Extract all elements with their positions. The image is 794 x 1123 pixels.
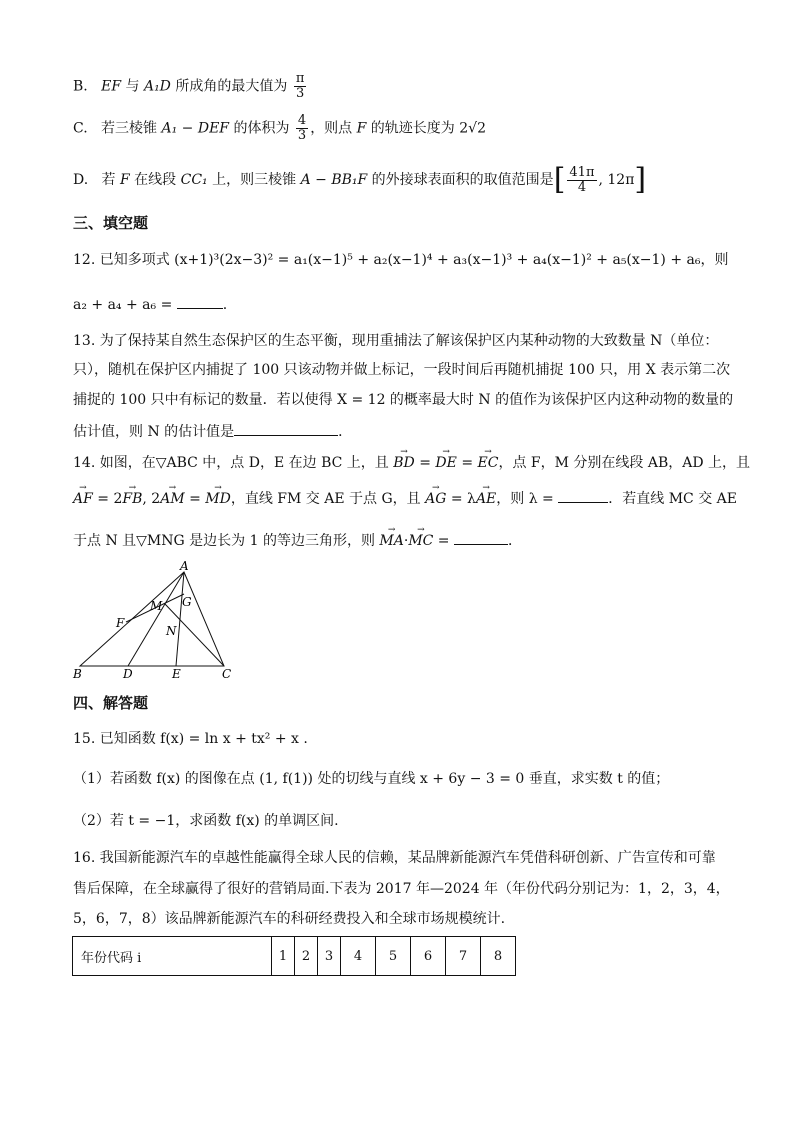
table-cell: 3: [318, 937, 341, 976]
table-cell: 7: [446, 937, 481, 976]
question-14-line2: → AF = 2→ FB, 2→ AM = → MD，直线 FM 交 AE 于点 G，且 → AG = λ→ AE，则 λ = ．若直线 MC 交 AE: [73, 488, 737, 509]
question-15-part2: （2）若 t = −1，求函数 f(x) 的单调区间.: [73, 813, 339, 829]
triangle-figure: [70, 560, 250, 685]
question-14-line3: 于点 N 且▽MNG 是边长为 1 的等边三角形，则 → MA·→ MC = ．: [73, 530, 522, 551]
option-d: D. 若 F 在线段 CC₁ 上，则三棱锥 A − BB₁F 的外接球表面积的取值范围是[ $\frac{41\pi}{4}$ , 12π]: [73, 162, 647, 197]
table-header-cell: 年份代码 i: [73, 937, 272, 976]
section-heading-solutions: 四、解答题: [73, 694, 149, 712]
question-14-line1: 14. 如图，在▽ABC 中，点 D，E 在边 BC 上，且 → BD = → DE = → EC，点 F，M 分别在线段 AB，AD 上，且: [73, 453, 750, 473]
fraction: $\frac{4}{3}$: [297, 113, 307, 143]
label-a: A: [180, 560, 189, 573]
question-13-line4: 估计值，则 N 的估计值是 ．: [73, 421, 352, 442]
table-cell: 6: [411, 937, 446, 976]
table-cell: 4: [341, 937, 376, 976]
question-13-line2: 只），随机在保护区内捕捉了 100 只该动物并做上标记，一段时间后再随机捕捉 100 只，用 X 表示第二次: [73, 362, 731, 378]
table-cell: 2: [295, 937, 318, 976]
table-cell: 5: [376, 937, 411, 976]
question-16-line1: 16. 我国新能源汽车的卓越性能赢得全球人民的信赖，某品牌新能源汽车凭借科研创新、广告宣传和可靠: [73, 850, 716, 866]
answer-blank: [177, 294, 223, 309]
fraction: $\frac{41\pi}{4}$: [569, 164, 595, 195]
label-e: E: [172, 667, 181, 681]
answer-blank: [234, 421, 338, 436]
table-cell: 1: [272, 937, 295, 976]
year-code-table: [72, 936, 516, 976]
label-g: G: [182, 595, 192, 609]
fraction: $\frac{\pi}{3}$: [295, 71, 305, 101]
segment-ae: [176, 572, 184, 666]
question-12-line2: a₂ + a₄ + a₆ = .: [73, 294, 227, 315]
question-12-line1: 12. 已知多项式 (x+1)³(2x−3)² = a₁(x−1)⁵ + a₂(x−1)⁴ + a₃(x−1)³ + a₄(x−1)² + a₅(x−1) + a₆，则: [73, 252, 729, 268]
triangle-abc: [80, 572, 224, 666]
label-f: F: [116, 616, 125, 630]
table-cell: 8: [481, 937, 516, 976]
question-13-line3: 捕捉的 100 只中有标记的数量．若以使得 X = 12 的概率最大时 N 的值作为该保护区内这种动物的数量的: [73, 392, 734, 408]
option-b: B. EF 与 A₁D 所成角的最大值为 $\frac{\pi}{3}$: [73, 71, 305, 101]
question-16-line2: 售后保障，在全球赢得了很好的营销局面.下表为 2017 年—2024 年（年份代码分别记为：1，2，3，4，: [73, 881, 730, 897]
question-15-line1: 15. 已知函数 f(x) = ln x + tx² + x .: [73, 731, 308, 747]
answer-blank: [558, 488, 608, 503]
option-c: C. 若三棱锥 A₁ − DEF 的体积为 $\frac{4}{3}$ ，则点 F 的轨迹长度为 2√2: [73, 113, 486, 143]
table-row: [73, 937, 516, 976]
label-b: B: [73, 667, 82, 681]
section-heading-fill-blank: 三、填空题: [73, 214, 149, 232]
question-15-part1: （1）若函数 f(x) 的图像在点 (1, f(1)) 处的切线与直线 x + 6y − 3 = 0 垂直，求实数 t 的值；: [73, 771, 670, 787]
question-13-line1: 13. 为了保持某自然生态保护区的生态平衡，现用重捕法了解该保护区内某种动物的大致数量 N（单位：: [73, 333, 719, 349]
question-16-line3: 5，6，7，8）该品牌新能源汽车的科研经费投入和全球市场规模统计.: [73, 911, 506, 927]
label-n: N: [166, 624, 177, 638]
label-m: M: [150, 599, 163, 613]
segment-ad: [128, 572, 184, 666]
answer-blank: [454, 530, 508, 545]
label-c: C: [222, 667, 232, 681]
label-d: D: [123, 667, 133, 681]
